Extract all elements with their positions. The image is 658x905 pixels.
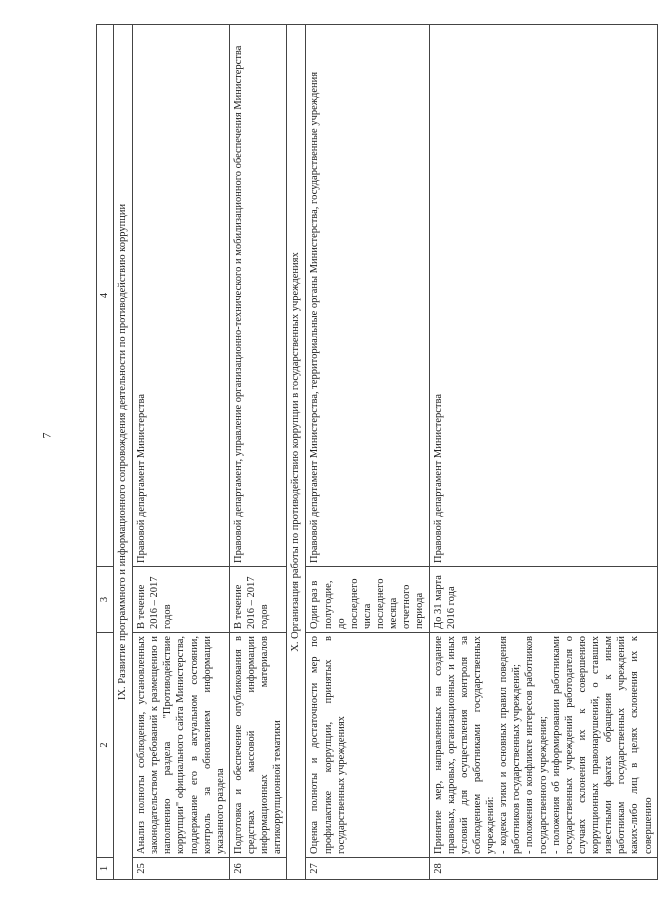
row-term: В течение 2016 – 2017 годов	[133, 567, 230, 633]
header-col-4: 4	[97, 25, 114, 567]
row-number: 25	[133, 858, 230, 880]
table-row	[133, 25, 230, 880]
row-measure	[429, 633, 657, 858]
section-heading-row	[114, 25, 133, 880]
measures-table	[96, 24, 658, 880]
row-executors: Правовой департамент, управление организационно-технического и мобилизационного обеспечения Министерства	[229, 25, 287, 567]
measure-line: - положения о конфликте интересов работников государственного учреждения;	[524, 636, 549, 854]
row-number: 28	[429, 858, 657, 880]
row-executors: Правовой департамент Министерства	[429, 25, 657, 567]
row-number: 27	[306, 858, 429, 880]
row-executors: Правовой департамент Министерства, территориальные органы Министерства, государственные учреждения	[306, 25, 429, 567]
row-measure: Оценка полноты и достаточности мер по профилактике коррупции, принятых в государственных учреждениях	[306, 633, 429, 858]
table-row	[306, 25, 429, 880]
measure-line: - положения об информировании работниками государственных учреждений работодателя о случаях склонения их к совершению коррупционных правонарушений, о ставших известными фактах обращения к иным работникам государственных учреждений каких-либо лиц в целях склонения их к совершению	[550, 636, 654, 854]
section-title: IX. Развитие программного и информационного сопровождения деятельности по противодействию коррупции	[114, 25, 133, 880]
table-row	[429, 25, 657, 880]
section-title: X. Организация работы по противодействию коррупции в государственных учреждениях	[287, 25, 306, 880]
rotated-page	[96, 25, 654, 880]
section-heading-row	[287, 25, 306, 880]
row-term: Один раз в полугодие, до последнего числа последнего месяца отчетного периода	[306, 567, 429, 633]
measure-line: Принятие мер, направленных на создание правовых, кадровых, организационных и иных условий для осуществления контроля за соблюдением работниками государственных учреждений:	[432, 636, 496, 854]
table-header-row	[97, 25, 114, 880]
row-term: В течение 2016 – 2017 годов	[229, 567, 287, 633]
header-col-1: 1	[97, 858, 114, 880]
row-measure: Подготовка и обеспечение опубликования в средствах массовой информации информационных материалов антикоррупционной тематики	[229, 633, 287, 858]
row-measure: Анализ полноты соблюдения, установленных законодательством требований к размещению и наполнению раздела "Противодействие коррупции" официального сайта Министерства, поддержание его в актуальном состоянии, контроль за обновлением информации указанного раздела	[133, 633, 230, 858]
table-row	[229, 25, 287, 880]
row-executors: Правовой департамент Министерства	[133, 25, 230, 567]
header-col-2: 2	[97, 633, 114, 858]
row-number: 26	[229, 858, 287, 880]
header-col-3: 3	[97, 567, 114, 633]
row-term: До 31 марта 2016 года	[429, 567, 657, 633]
measure-line: - кодекса этики и основных правил поведения работников государственных учреждений;	[498, 636, 523, 854]
page-number: 7	[39, 432, 54, 439]
